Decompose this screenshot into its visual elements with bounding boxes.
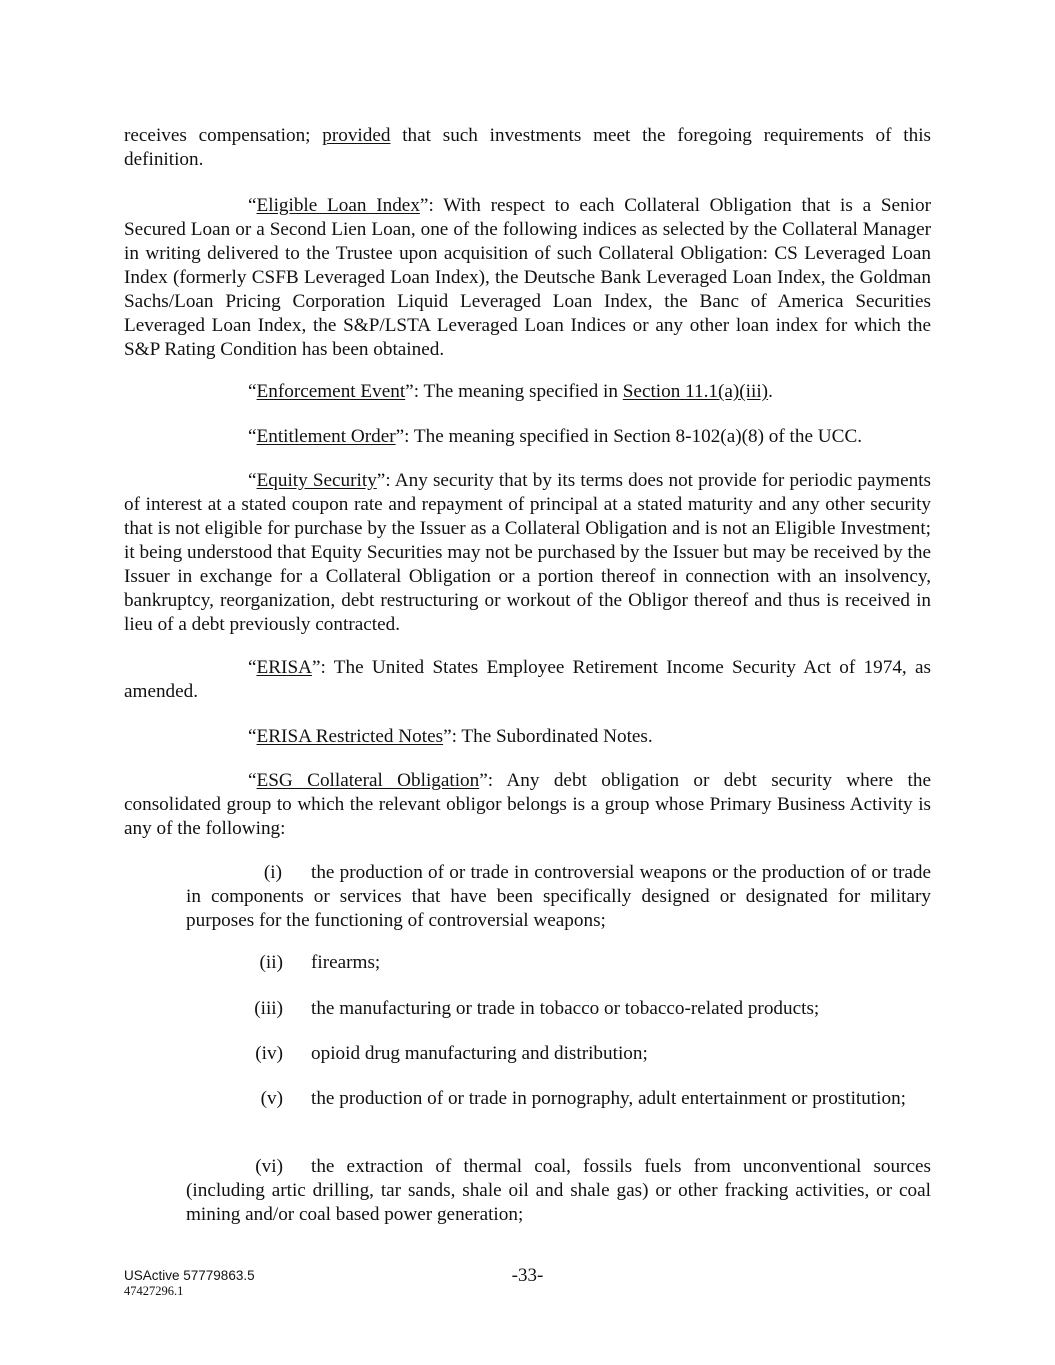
open-quote: “ xyxy=(248,657,257,678)
open-quote: “ xyxy=(248,426,257,447)
list-item xyxy=(186,951,931,975)
list-marker: (iv) xyxy=(255,1043,283,1064)
definition-equity-security xyxy=(124,469,931,637)
page-number: -33- xyxy=(511,1265,544,1286)
close-quote: ” xyxy=(311,657,321,678)
continuation-paragraph xyxy=(124,124,931,172)
defined-term: Entitlement Order xyxy=(256,426,396,447)
close-quote: ” xyxy=(479,770,488,791)
close-quote: ” xyxy=(443,726,452,747)
definition-text: : The Subordinated Notes. xyxy=(451,726,653,747)
doc-id-sub: 47427296.1 xyxy=(124,1284,184,1298)
list-marker: (ii) xyxy=(259,952,283,973)
definition-text: : Any security that by its terms does not provide for periodic payments of interest at a stated coupon rate and repayment of principal at a stated maturity and any other security that is not eligible for purchase by the Issuer as a Collateral Obligation and is not an Eligible Investment; it being understood that Equity Securities may not be purchased by the Issuer but may be received by the Issuer in exchange for a Collateral Obligation or a portion thereof in connection with an insolvency, bankruptcy, reorganization, debt restructuring or workout of the Obligor thereof and thus is received in lieu of a debt previously contracted. xyxy=(124,470,931,635)
section-reference: Section 11.1(a)(iii) xyxy=(622,381,769,402)
list-marker: (vi) xyxy=(255,1156,283,1177)
list-item-text: the manufacturing or trade in tobacco or tobacco-related products; xyxy=(311,998,820,1019)
list-item-text: the production of or trade in pornography, adult entertainment or prostitution; xyxy=(311,1088,907,1109)
close-quote: ” xyxy=(405,381,414,402)
defined-term: ERISA xyxy=(256,657,312,678)
open-quote: “ xyxy=(248,381,257,402)
defined-term: Eligible Loan Index xyxy=(256,195,420,216)
defined-term: ESG Collateral Obligation xyxy=(256,770,480,791)
definition-erisa-restricted-notes xyxy=(124,725,931,749)
open-quote: “ xyxy=(248,726,257,747)
list-item-text: opioid drug manufacturing and distribution; xyxy=(311,1043,648,1064)
provided-term: provided xyxy=(322,125,391,146)
list-item-text: the extraction of thermal coal, fossils fuels from unconventional sources (including artic drilling, tar sands, shale oil and shale gas) or other fracking activities, or coal mining and/or coal based power generation; xyxy=(186,1156,931,1225)
open-quote: “ xyxy=(248,195,257,216)
list-item xyxy=(186,997,931,1021)
list-item xyxy=(186,1155,931,1227)
definition-eligible-loan-index xyxy=(124,194,931,362)
defined-term: Equity Security xyxy=(256,470,377,491)
list-item xyxy=(186,1087,931,1111)
list-item xyxy=(186,861,931,933)
open-quote: “ xyxy=(248,770,257,791)
definition-text: : The meaning specified in Section 8-102(a)(8) of the UCC. xyxy=(404,426,863,447)
definition-text: : The United States Employee Retirement Income Security Act of 1974, as amended. xyxy=(124,657,931,702)
list-item xyxy=(186,1042,931,1066)
definition-enforcement-event xyxy=(124,380,931,404)
definition-text: : The meaning specified in xyxy=(413,381,623,402)
list-marker: (v) xyxy=(260,1088,283,1109)
continuation-text-end: that such investments meet the foregoing requirements of this definition. xyxy=(124,125,931,170)
list-item-text: firearms; xyxy=(311,952,381,973)
definition-text: : Any debt obligation or debt security where the consolidated group to which the relevant obligor belongs is a group whose Primary Business Activity is any of the following: xyxy=(124,770,931,839)
list-marker: (i) xyxy=(263,862,282,883)
definition-esg-collateral-obligation xyxy=(124,769,931,841)
list-item-text: the production of or trade in controversial weapons or the production of or trade in components or services that have been specifically designed or designated for military purposes for the functioning of controversial weapons; xyxy=(186,862,931,931)
close-quote: ” xyxy=(376,470,386,491)
open-quote: “ xyxy=(248,470,257,491)
continuation-text: receives compensation; xyxy=(124,125,323,146)
defined-term: Enforcement Event xyxy=(256,381,406,402)
close-quote: ” xyxy=(419,195,429,216)
definition-text: : With respect to each Collateral Obligation that is a Senior Secured Loan or a Second Lien Loan, one of the following indices as selected by the Collateral Manager in writing delivered to the Trustee upon acquisition of such Collateral Obligation: CS Leveraged Loan Index (formerly CSFB Leveraged Loan Index), the Deutsche Bank Leveraged Loan Index, the Goldman Sachs/Loan Pricing Corporation Liquid Leveraged Loan Index, the Banc of America Securities Leveraged Loan Index, the S&P/LSTA Leveraged Loan Indices or any other loan index for which the S&P Rating Condition has been obtained. xyxy=(124,195,931,360)
close-quote: ” xyxy=(395,426,405,447)
list-marker: (iii) xyxy=(254,998,283,1019)
definition-tail: . xyxy=(768,381,773,402)
definition-erisa xyxy=(124,656,931,704)
defined-term: ERISA Restricted Notes xyxy=(256,726,444,747)
definition-entitlement-order xyxy=(124,425,931,449)
doc-id: USActive 57779863.5 xyxy=(124,1268,255,1283)
